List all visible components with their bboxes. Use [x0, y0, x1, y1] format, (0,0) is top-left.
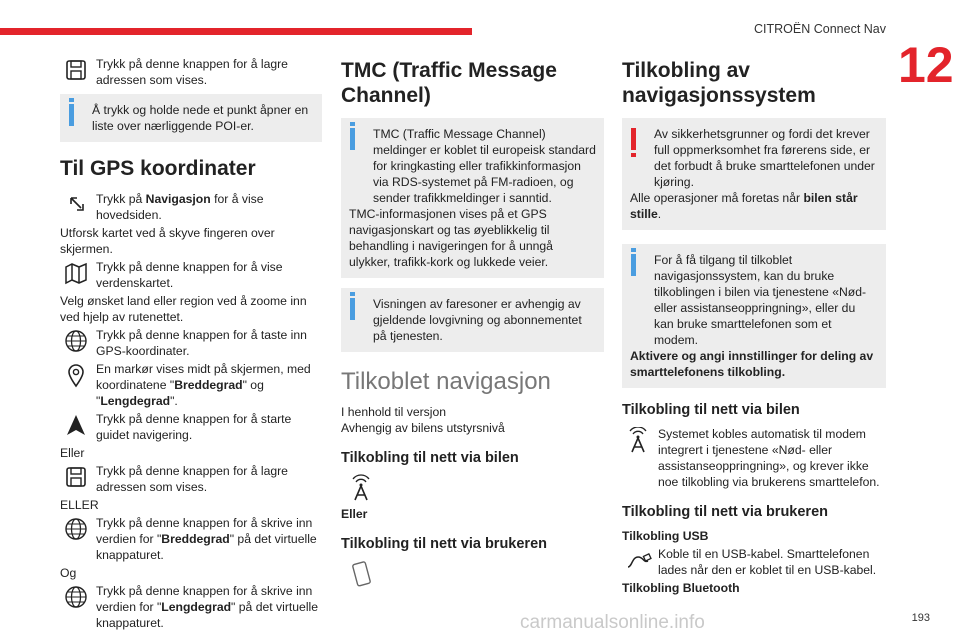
latitude-instruction: [60, 515, 322, 563]
section-heading-tmc: TMC (Traffic Message Channel): [341, 59, 557, 107]
hazard-info-text: Visningen av faresoner er avhengig av gjeldende lovgivning og abonnementet på tjenesten.: [373, 297, 582, 343]
explore-text: Utforsk kartet ved å skyve fingeren over skjermen.: [60, 226, 275, 256]
column-1: [60, 54, 322, 633]
map-icon: [62, 260, 90, 286]
info-box-access: [622, 244, 886, 388]
longitude-text: Trykk på denne knappen for å skrive inn verdien for "Lengdegrad" på det virtuelle knappaturet.: [96, 584, 319, 630]
accent-bar: [0, 28, 472, 35]
subheading-vehicle-connection: Tilkobling til nett via bilen: [622, 402, 800, 418]
save2-instruction: [60, 463, 322, 495]
info-text: Å trykk og holde nede et punkt åpner en liste over nærliggende POI-er.: [92, 103, 309, 133]
section-heading-navigation-connection: Tilkobling av navigasjonssystem: [622, 59, 816, 107]
gps-instruction: [60, 327, 322, 359]
tmc-info-text: TMC (Traffic Message Channel) meldinger er koblet til europeisk standard for kringkasting eller trafikkinformasjon via RDS-systemet på FM-radioen, og sender trafikkmeldinger i sanntid.: [373, 127, 596, 205]
subheading-user-connection: Tilkobling til nett via brukeren: [622, 504, 828, 520]
column-3: [622, 54, 886, 596]
warning-icon: [631, 128, 636, 150]
equipment-text: Avhengig av bilens utstyrsnivå: [341, 421, 505, 435]
subheading-vehicle-connection: Tilkobling til nett via bilen: [341, 450, 519, 466]
marker-text: En markør vises midt på skjermen, med koordinatene "Breddegrad" og "Lengdegrad".: [96, 362, 311, 408]
globe-icon: [62, 328, 90, 354]
page-header: CITROËN Connect Nav: [754, 22, 886, 36]
navigation-icon: [62, 192, 90, 218]
gps-text: Trykk på denne knappen for å taste inn GPS-koordinater.: [96, 328, 307, 358]
info-box-hazard: [341, 288, 604, 352]
info-icon: [350, 298, 355, 320]
globe-icon: [62, 516, 90, 542]
usb-instruction: [622, 546, 886, 578]
navigation-arrow-icon: [62, 412, 90, 438]
bluetooth-label: Tilkobling Bluetooth: [622, 581, 740, 595]
start-instruction: [60, 411, 322, 443]
section-title-connected-navigation: Tilkoblet navigasjon: [341, 368, 551, 395]
page-number: 193: [911, 612, 930, 624]
nav-text: Trykk på Navigasjon for å vise hovedsiden.: [96, 192, 264, 222]
access-info-bold-text: Aktivere og angi innstillinger for deling av smarttelefonens tilkobling.: [630, 349, 874, 379]
info-icon: [69, 104, 74, 126]
access-info-text: For å få tilgang til tilkoblet navigasjonssystem, kan du bruke tilkoblingen i bilen via tjenestene «Nød- eller assistanseoppringning», eller du kan bruke smarttelefonen som et modem.: [654, 253, 867, 347]
antenna-icon: [347, 474, 375, 502]
info-box-poi: [60, 94, 322, 142]
latitude-text: Trykk på denne knappen for å skrive inn verdien for "Breddegrad" på det virtuelle knappaturet.: [96, 516, 317, 562]
warning-box: [622, 118, 886, 230]
marker-instruction: [60, 361, 322, 409]
version-text: I henhold til versjon: [341, 405, 447, 419]
world-text: Trykk på denne knappen for å vise verdenskartet.: [96, 260, 283, 290]
tmc-info-text-2: TMC-informasjonen vises på et GPS navigasjonskart og tas øyeblikkelig til behandling i navigeringen for å unngå ulykker, trafikk-kork og lukkede veier.: [349, 207, 553, 269]
save-icon: [62, 464, 90, 490]
modem-instruction: [622, 426, 886, 490]
usb-label: Tilkobling USB: [622, 529, 709, 543]
usb-text: Koble til en USB-kabel. Smarttelefonen lades når den er koblet til en USB-kabel.: [658, 547, 877, 577]
antenna-icon: [624, 427, 652, 453]
smartphone-icon: [347, 560, 375, 588]
info-box-tmc: [341, 118, 604, 278]
chapter-number: 12: [898, 37, 954, 93]
section-heading-gps: Til GPS koordinater: [60, 157, 256, 180]
column-2: [341, 54, 604, 592]
start-text: Trykk på denne knappen for å starte guidet navigering.: [96, 412, 292, 442]
og-text: Og: [60, 566, 77, 580]
save-text: Trykk på denne knappen for å lagre adressen som vises.: [96, 57, 288, 87]
save-instruction: [60, 56, 322, 88]
info-icon: [631, 254, 636, 276]
eller-bold-text: Eller: [341, 507, 368, 521]
warning-text-2: Alle operasjoner må foretas når bilen står stille.: [630, 191, 858, 221]
globe-icon: [62, 584, 90, 610]
subheading-user-connection: Tilkobling til nett via brukeren: [341, 536, 547, 552]
eller-text: Eller: [60, 446, 85, 460]
nav-instruction: [60, 191, 322, 223]
save2-text: Trykk på denne knappen for å lagre adressen som vises.: [96, 464, 288, 494]
info-icon: [350, 128, 355, 150]
longitude-instruction: [60, 583, 322, 631]
world-instruction: [60, 259, 322, 291]
zoom-text: Velg ønsket land eller region ved å zoome inn ved hjelp av rutenettet.: [60, 294, 307, 324]
warning-text: Av sikkerhetsgrunner og fordi det krever full oppmerksomhet fra førerens side, er det forbudt å bruke smarttelefonen under kjøring.: [654, 127, 875, 189]
location-pin-icon: [62, 362, 90, 388]
save-icon: [62, 57, 90, 83]
usb-cable-icon: [624, 547, 652, 573]
watermark: carmanualsonline.info: [520, 612, 705, 633]
modem-text: Systemet kobles automatisk til modem integrert i tjenestene «Nød- eller assistanseoppringning», og krever ikke noe tilkobling via brukerens smarttelefon.: [658, 427, 880, 489]
eller-upper-text: ELLER: [60, 498, 99, 512]
